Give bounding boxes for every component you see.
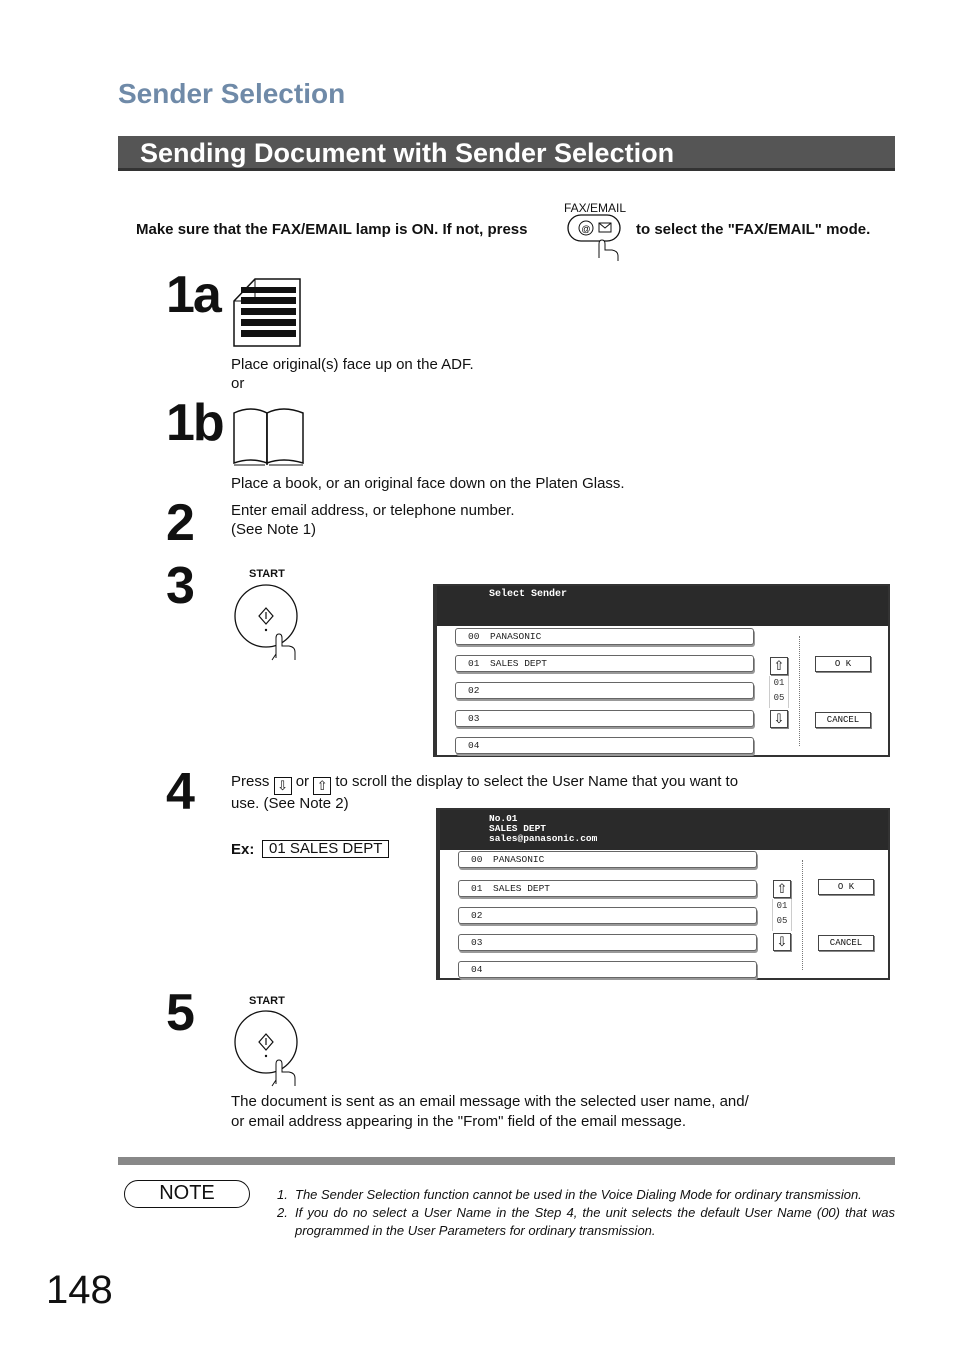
sender-list-item[interactable]: 00 PANASONIC — [458, 851, 757, 868]
start-button-icon — [232, 582, 302, 662]
cancel-button[interactable]: CANCEL — [818, 935, 874, 951]
scroll-down-key-icon: ⇩ — [274, 777, 292, 795]
note-badge: NOTE — [124, 1180, 250, 1208]
step-5-text: The document is sent as an email message with the selected user name, and/ — [231, 1093, 749, 1110]
page-number: 148 — [46, 1268, 113, 1312]
page-title: Sending Document with Sender Selection — [140, 138, 675, 168]
step-number-4: 4 — [166, 763, 193, 821]
step-2-text: Enter email address, or telephone number. — [231, 502, 515, 519]
title-bar — [118, 136, 895, 171]
step-1b-text: Place a book, or an original face down on the Platen Glass. — [231, 475, 625, 492]
sender-list-item[interactable]: 00 PANASONIC — [455, 628, 754, 645]
ok-button[interactable]: O K — [815, 656, 871, 672]
section-title: Sender Selection — [118, 78, 346, 109]
step-number-1a: 1a — [166, 266, 220, 324]
step-4-text-line2: use. (See Note 2) — [231, 795, 349, 812]
selected-sender-number: No.01 — [489, 813, 518, 824]
book-icon — [231, 405, 307, 469]
step-1a-or: or — [231, 375, 245, 392]
step-5-text-line2: or email address appearing in the "From" field of the email message. — [231, 1113, 687, 1130]
selected-sender-email: sales@panasonic.com — [489, 833, 598, 844]
note-item: 2. If you do no select a User Name in the Step 4, the unit selects the default User Name (00) that was programmed in the User Parameters for ordinary transmission. — [277, 1205, 895, 1238]
svg-text:@: @ — [581, 224, 591, 234]
step-number-3: 3 — [166, 557, 193, 615]
step-2-note-ref: (See Note 1) — [231, 521, 317, 538]
lcd-select-sender-screen — [433, 584, 890, 757]
scroll-up-key-icon: ⇧ — [313, 777, 331, 795]
ok-button[interactable]: O K — [818, 879, 874, 895]
sender-list-item[interactable]: 01 SALES DEPT — [458, 880, 757, 897]
page-indicator: 01 05 — [772, 899, 792, 931]
scroll-up-button[interactable]: ⇧ — [770, 657, 788, 675]
lcd-sender-selected-screen — [436, 808, 890, 980]
step-number-2: 2 — [166, 494, 193, 552]
divider — [118, 1157, 895, 1165]
step-1a-text: Place original(s) face up on the ADF. — [231, 356, 474, 373]
note-item: 1. The Sender Selection function cannot be used in the Voice Dialing Mode for ordinary transmission. — [277, 1187, 862, 1202]
scroll-down-button[interactable]: ⇩ — [770, 710, 788, 728]
sender-list-item[interactable]: 02 — [455, 682, 754, 699]
sender-list-item[interactable]: 04 — [455, 737, 754, 754]
sender-list-item[interactable]: 04 — [458, 961, 757, 978]
sender-list-item[interactable]: 03 — [458, 934, 757, 951]
fax-email-button-label: FAX/EMAIL — [564, 201, 627, 215]
sender-list-item[interactable]: 02 — [458, 907, 757, 924]
start-button-icon — [232, 1008, 302, 1088]
fax-email-button-icon — [566, 214, 624, 262]
lcd-screen-title: Select Sender — [489, 589, 568, 600]
divider — [799, 636, 800, 746]
divider — [802, 860, 803, 970]
lcd-screen-header — [440, 810, 888, 850]
step-4-text: Press ⇩ or ⇧ to scroll the display to select the User Name that you want to — [231, 773, 739, 793]
notes-list — [277, 1186, 895, 1240]
cancel-button[interactable]: CANCEL — [815, 712, 871, 728]
selected-sender-name: SALES DEPT — [489, 823, 547, 834]
intro-text-after: to select the "FAX/EMAIL" mode. — [636, 221, 871, 238]
step-number-1b: 1b — [166, 394, 223, 452]
step-number-5: 5 — [166, 984, 193, 1042]
sender-list-item[interactable]: 01 SALES DEPT — [455, 655, 754, 672]
scroll-up-button[interactable]: ⇧ — [773, 880, 791, 898]
start-key-label: START — [249, 568, 285, 580]
lcd-screen-header — [437, 586, 888, 626]
scroll-down-button[interactable]: ⇩ — [773, 933, 791, 951]
start-key-label: START — [249, 995, 285, 1007]
example-label: Ex: — [231, 841, 255, 858]
page-indicator: 01 05 — [769, 676, 789, 708]
adf-document-icon — [231, 277, 303, 349]
sender-list-item[interactable]: 03 — [455, 710, 754, 727]
example-value: 01 SALES DEPT — [262, 839, 389, 858]
intro-text-before: Make sure that the FAX/EMAIL lamp is ON. If not, press — [136, 221, 528, 238]
